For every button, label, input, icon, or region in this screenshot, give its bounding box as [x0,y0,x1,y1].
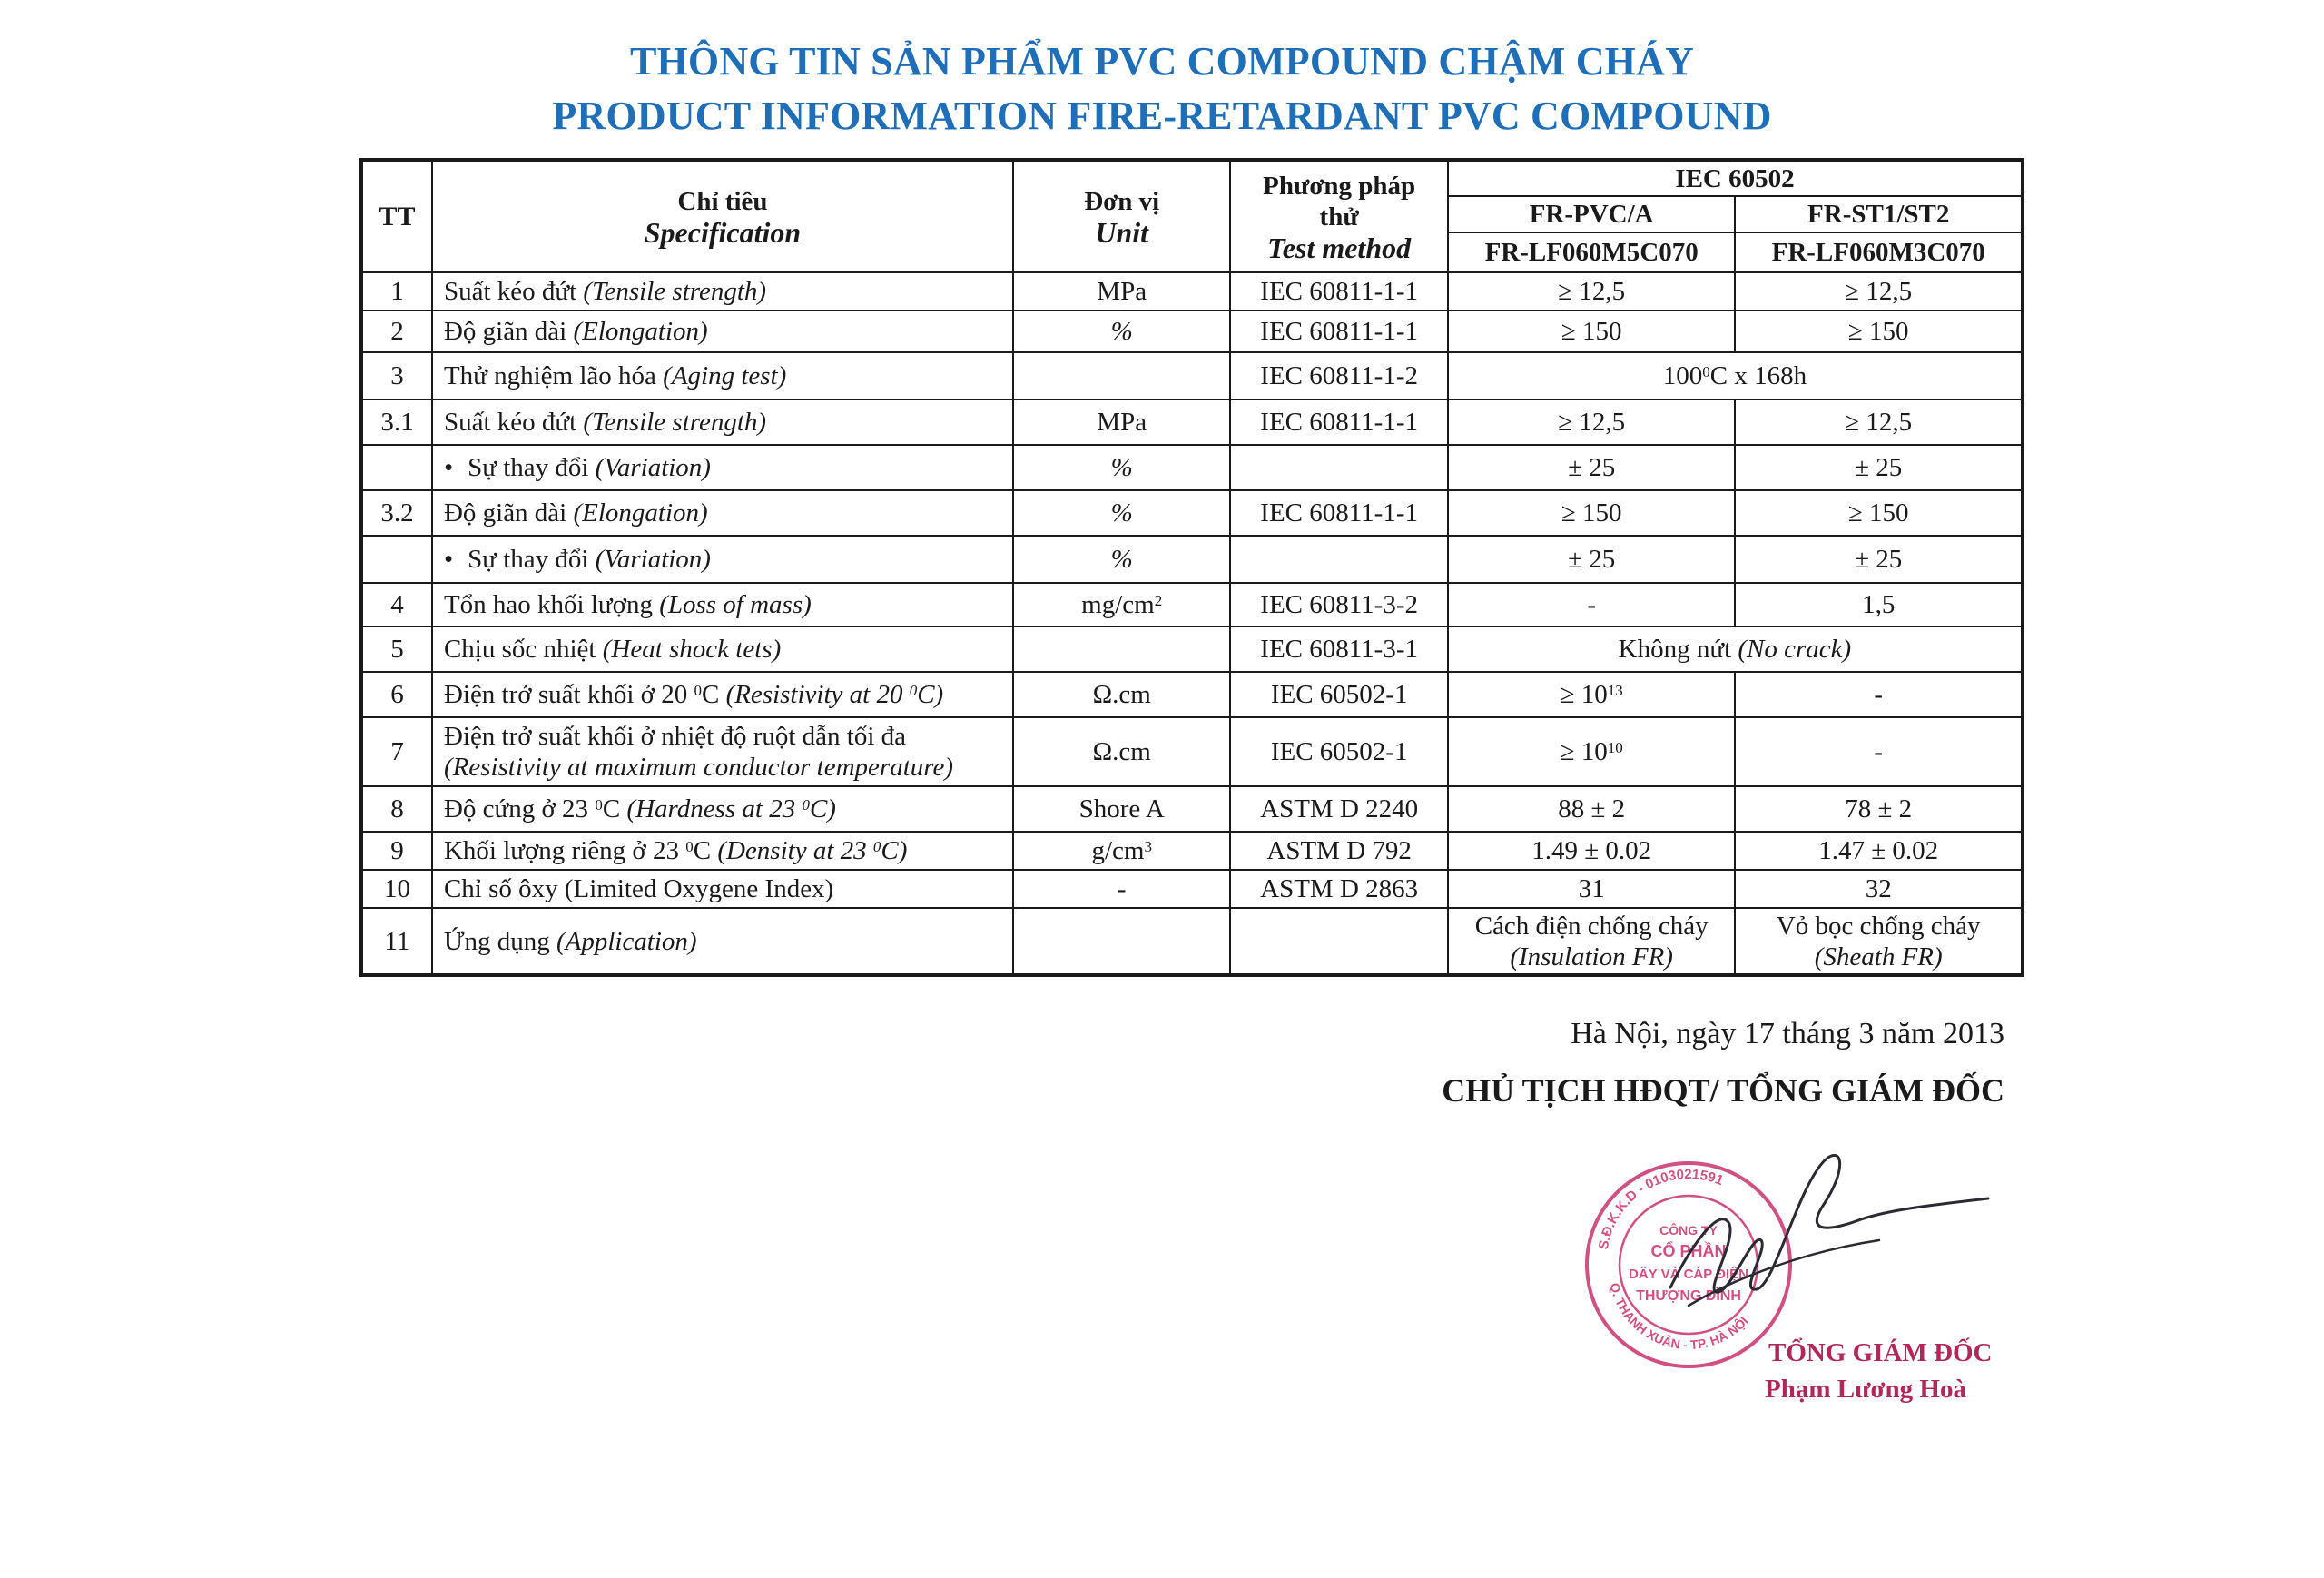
row-method: IEC 60811-1-1 [1230,399,1447,445]
row-spec: Độ giãn dài (Elongation) [432,311,1013,352]
row-number: 5 [361,626,432,672]
row-unit: Shore A [1013,786,1230,832]
signer-title: CHỦ TỊCH HĐQT/ TỔNG GIÁM ĐỐC [1442,1072,2004,1109]
header-test-method [1230,160,1447,272]
row-value-a: ≥ 150 [1448,490,1736,536]
row-value-b: ≥ 12,5 [1735,272,2023,311]
row-method: ASTM D 2240 [1230,786,1447,832]
row-method [1230,445,1447,490]
row-spec: Ứng dụng (Application) [432,908,1013,975]
row-number: 11 [361,908,432,975]
signature-role: TỔNG GIÁM ĐỐC [1768,1338,1993,1367]
row-value-b: ≥ 150 [1735,311,2023,352]
table-row [361,672,2023,717]
row-spec: • Sự thay đổi (Variation) [432,445,1013,490]
row-unit: MPa [1013,272,1230,311]
table-row [361,626,2023,672]
table-row [361,490,2023,536]
row-value-a: ≥ 150 [1448,311,1736,352]
document-titles [0,35,2324,143]
date-line: Hà Nội, ngày 17 tháng 3 năm 2013 [1571,1017,2004,1050]
row-unit: - [1013,870,1230,908]
row-value-b: ≥ 150 [1735,490,2023,536]
row-value-a: ≥ $10^{13}$ [1448,672,1736,717]
row-unit [1013,626,1230,672]
row-method [1230,536,1447,583]
table-row [361,832,2023,870]
table-row [361,786,2023,832]
row-unit: MPa [1013,399,1230,445]
row-spec: Độ giãn dài (Elongation) [432,490,1013,536]
row-value-a: ± 25 [1448,536,1736,583]
row-value-a: ≥ 12,5 [1448,399,1736,445]
row-value-b: 78 ± 2 [1735,786,2023,832]
title-english: PRODUCT INFORMATION FIRE-RETARDANT PVC COMPOUND [552,94,1772,138]
row-spec: Điện trở suất khối ở nhiệt độ ruột dẫn tối đa (Resistivity at maximum conductor temperature) [432,717,1013,786]
stamp-line4: THƯỢNG ĐÌNH [1636,1288,1741,1304]
header-unit-vi: Đơn vị [1084,186,1160,216]
row-unit: % [1013,536,1230,583]
row-value-a: - [1448,583,1736,626]
stamp-ring-top-text: S.Đ.K.K.D - 0103021591 [1595,1166,1726,1251]
row-value-a: 31 [1448,870,1736,908]
table-row [361,445,2023,490]
row-value-combined: $100^0C$ x 168h [1448,352,2023,399]
row-number: 3 [361,352,432,399]
header-code-a: FR-LF060M5C070 [1448,232,1736,272]
table-row [361,536,2023,583]
row-value-b: ± 25 [1735,445,2023,490]
row-spec: Thử nghiệm lão hóa (Aging test) [432,352,1013,399]
row-number [361,445,432,490]
header-unit-en: Unit [1095,215,1149,249]
title-vietnamese: THÔNG TIN SẢN PHẨM PVC COMPOUND CHẬM CHÁY [629,39,1695,84]
row-spec: Chỉ số ôxy (Limited Oxygene Index) [432,870,1013,908]
table-row [361,583,2023,626]
row-number: 3.1 [361,399,432,445]
table-header-row [361,160,2023,196]
row-method: IEC 60811-1-1 [1230,490,1447,536]
row-value-combined: Không nứt (No crack) [1448,626,2023,672]
row-unit: Ω.cm [1013,672,1230,717]
table-row [361,352,2023,399]
row-method: ASTM D 2863 [1230,870,1447,908]
header-method-vi1: Phương pháp [1263,171,1416,201]
row-spec: Độ cứng ở 23 $^0$C (Hardness at 23 $^0$C) [432,786,1013,832]
header-unit [1013,160,1230,272]
row-value-a: 1.49 ± 0.02 [1448,832,1736,870]
header-specification [432,160,1013,272]
stamp-line1: CÔNG TY [1659,1223,1718,1238]
row-value-b: Vỏ bọc chống cháy (Sheath FR) [1735,908,2023,975]
row-unit: $mg/cm^2$ [1013,583,1230,626]
row-method: IEC 60502-1 [1230,717,1447,786]
row-value-a: 88 ± 2 [1448,786,1736,832]
row-number: 8 [361,786,432,832]
row-number: 10 [361,870,432,908]
row-unit: % [1013,490,1230,536]
table-row [361,272,2023,311]
row-number: 7 [361,717,432,786]
stamp-line3: DÂY VÀ CÁP ĐIỆN [1629,1267,1748,1282]
row-method: IEC 60811-3-1 [1230,626,1447,672]
header-tt: TT [361,160,432,272]
row-value-a: ± 25 [1448,445,1736,490]
row-unit [1013,908,1230,975]
table-row [361,399,2023,445]
row-value-b: 32 [1735,870,2023,908]
table-row [361,870,2023,908]
stamp-line2: CỔ PHẦN [1650,1242,1727,1260]
row-value-a: Cách điện chống cháy (Insulation FR) [1448,908,1736,975]
row-value-a: ≥ $10^{10}$ [1448,717,1736,786]
row-number: 1 [361,272,432,311]
signature-name: Phạm Lương Hoà [1765,1375,1966,1404]
row-value-b: 1.47 ± 0.02 [1735,832,2023,870]
row-unit: $g/cm^3$ [1013,832,1230,870]
row-value-b: - [1735,672,2023,717]
row-value-a: ≥ 12,5 [1448,272,1736,311]
row-method: IEC 60811-1-1 [1230,311,1447,352]
header-code-b: FR-LF060M3C070 [1735,232,2023,272]
row-number: 9 [361,832,432,870]
header-spec-vi: Chỉ tiêu [677,186,768,216]
header-standard: IEC 60502 [1448,160,2023,196]
row-number: 3.2 [361,490,432,536]
header-type-b: FR-ST1/ST2 [1735,196,2023,232]
row-spec: Khối lượng riêng ở 23 $^0$C (Density at 23 $^0$C) [432,832,1013,870]
row-method [1230,908,1447,975]
row-method: IEC 60811-1-2 [1230,352,1447,399]
stamp-ring-bottom-text: Q. THANH XUÂN - TP. HÀ NỘI [1607,1281,1751,1353]
header-method-vi2: thử [1319,202,1359,232]
row-unit: % [1013,311,1230,352]
table-row [361,908,2023,975]
row-unit [1013,352,1230,399]
row-spec: Suất kéo đứt (Tensile strength) [432,399,1013,445]
row-value-b: ± 25 [1735,536,2023,583]
row-method: IEC 60811-1-1 [1230,272,1447,311]
row-value-b: - [1735,717,2023,786]
row-number: 6 [361,672,432,717]
row-unit: Ω.cm [1013,717,1230,786]
row-value-b: ≥ 12,5 [1735,399,2023,445]
header-method-en: Test method [1267,231,1412,264]
table-row [361,311,2023,352]
row-unit: % [1013,445,1230,490]
row-method: ASTM D 792 [1230,832,1447,870]
row-method: IEC 60502-1 [1230,672,1447,717]
row-spec: • Sự thay đổi (Variation) [432,536,1013,583]
header-type-a: FR-PVC/A [1448,196,1736,232]
product-spec-table [359,158,2024,977]
row-number [361,536,432,583]
row-spec: Điện trở suất khối ở 20 $^0$C (Resistivity at 20 $^0$C) [432,672,1013,717]
row-spec: Tổn hao khối lượng (Loss of mass) [432,583,1013,626]
row-spec: Suất kéo đứt (Tensile strength) [432,272,1013,311]
row-number: 4 [361,583,432,626]
row-value-b: 1,5 [1735,583,2023,626]
table-row [361,717,2023,786]
row-number: 2 [361,311,432,352]
header-spec-en: Specification [644,215,802,249]
row-spec: Chịu sốc nhiệt (Heat shock tets) [432,626,1013,672]
row-method: IEC 60811-3-2 [1230,583,1447,626]
